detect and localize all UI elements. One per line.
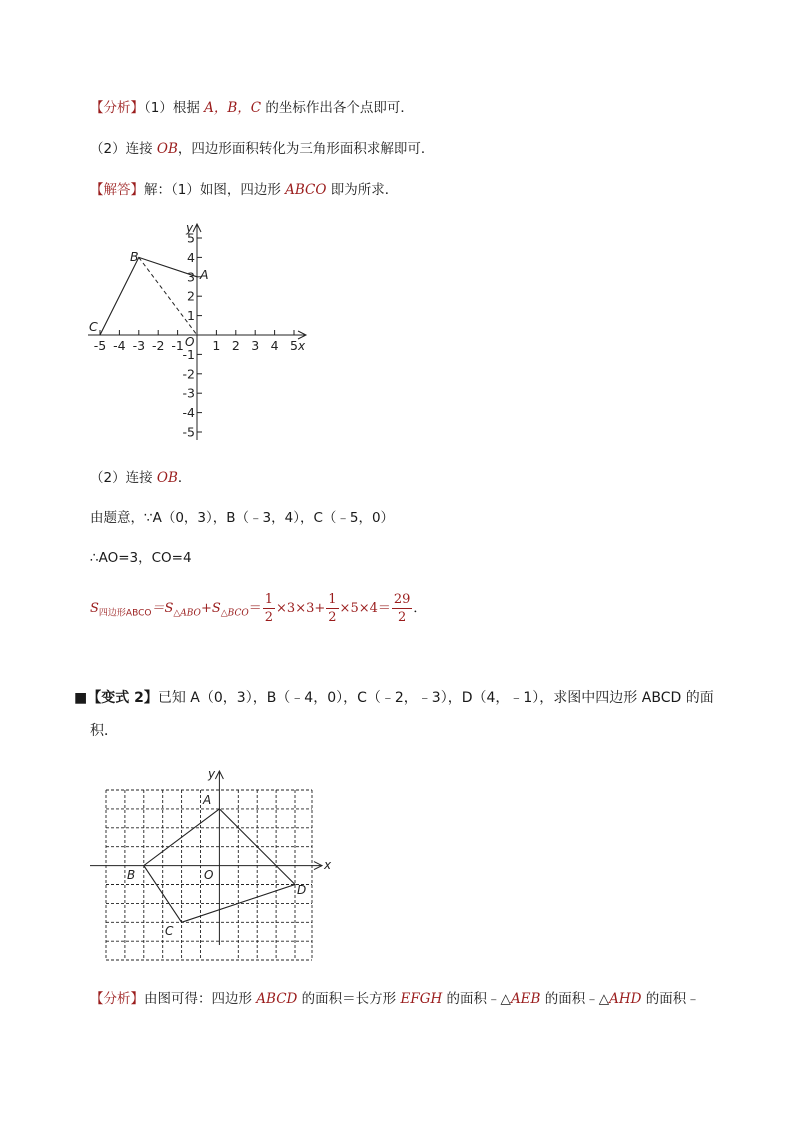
y-tick-label: -2 <box>182 366 195 382</box>
point-label-a: A <box>200 267 209 282</box>
point-label-a: A <box>203 793 212 807</box>
point-label-b: B <box>127 868 136 882</box>
x-tick-label: 5 <box>290 338 298 353</box>
coordinate-graph-2 <box>88 765 336 970</box>
y-axis-label: y <box>186 221 194 235</box>
x-tick-label: -3 <box>132 338 146 353</box>
area-formula: $S_{四边形ABCO}=S_{\triangle ABO}+S_{\triangle BCO}=$ $\frac{1}{2}$ ×3×3+ $\frac{1}{2}$ ×5×4＝ $\frac{29}{2}$ ． <box>90 592 427 625</box>
variant-2-line-2: 积． <box>90 723 118 739</box>
fraction-3: $\frac{29}{2}$ <box>393 592 411 625</box>
y-tick-label: -3 <box>182 385 195 401</box>
y-tick-label: 1 <box>187 308 195 324</box>
y-tick-label: 2 <box>187 288 195 304</box>
y-axis-label: y <box>208 767 216 781</box>
y-tick-label: 3 <box>187 269 195 285</box>
coordinate-graph-1 <box>84 218 314 446</box>
x-tick-label: -5 <box>93 338 107 353</box>
x-tick-label: 1 <box>212 338 221 353</box>
point-label-c: C <box>89 319 98 334</box>
y-tick-label: -1 <box>182 346 195 362</box>
x-tick-label: -2 <box>151 338 165 353</box>
x-tick-label: 3 <box>251 338 260 353</box>
variant-2-line-1: ■【变式 2】已知 A（0，3），B（﹣4，0），C（﹣2，﹣3），D（4，﹣1），求图中四边形 ABCD 的面 <box>74 690 714 706</box>
analysis-line-2: （2）连接 OB，四边形面积转化为三角形面积求解即可． <box>90 141 435 157</box>
fraction-1: $\frac{1}{2}$ <box>264 592 274 625</box>
origin-label: O <box>185 335 195 349</box>
y-tick-label: -5 <box>182 424 195 440</box>
y-tick-label: 4 <box>187 249 195 265</box>
fraction-2: $\frac{1}{2}$ <box>328 592 337 625</box>
x-tick-label: -4 <box>113 338 126 353</box>
answer-line-3: 由题意，∵A（0，3），B（﹣3，4），C（﹣5，0） <box>90 510 395 526</box>
x-axis-label: x <box>324 858 332 872</box>
answer-line-1: 【解答】解：（1）如图，四边形 ABCO 即为所求． <box>90 182 399 198</box>
x-tick-label: 4 <box>270 338 279 353</box>
answer-tag: 【解答】 <box>90 182 144 198</box>
y-tick-label: -4 <box>182 405 195 421</box>
point-label-b: B <box>130 249 139 264</box>
analysis-line-1: 【分析】（1）根据 A，B，C 的坐标作出各个点即可． <box>90 100 414 116</box>
y-tick-label: 5 <box>187 230 195 246</box>
x-tick-label: 2 <box>231 338 240 353</box>
point-label-d: D <box>297 883 307 897</box>
analysis-2-tag: 【分析】 <box>90 991 144 1007</box>
analysis-tag: 【分析】 <box>90 100 144 116</box>
point-label-c: C <box>165 924 174 938</box>
x-axis-label: x <box>298 339 306 353</box>
quadrilateral-abco <box>100 257 197 335</box>
answer-line-2: （2）连接 OB． <box>90 470 192 486</box>
origin-label: O <box>204 868 214 882</box>
square-bullet-icon: ■ <box>74 690 88 706</box>
variant-2-tag: 【变式 2】 <box>87 690 158 706</box>
x-tick-label: -1 <box>171 338 184 353</box>
answer-line-4: ∴AO=3，CO=4 <box>90 550 192 566</box>
analysis-2-line: 【分析】由图可得：四边形 ABCD 的面积＝长方形 EFGH 的面积﹣△AEB 的面积﹣△AHD 的面积﹣ <box>90 991 700 1007</box>
